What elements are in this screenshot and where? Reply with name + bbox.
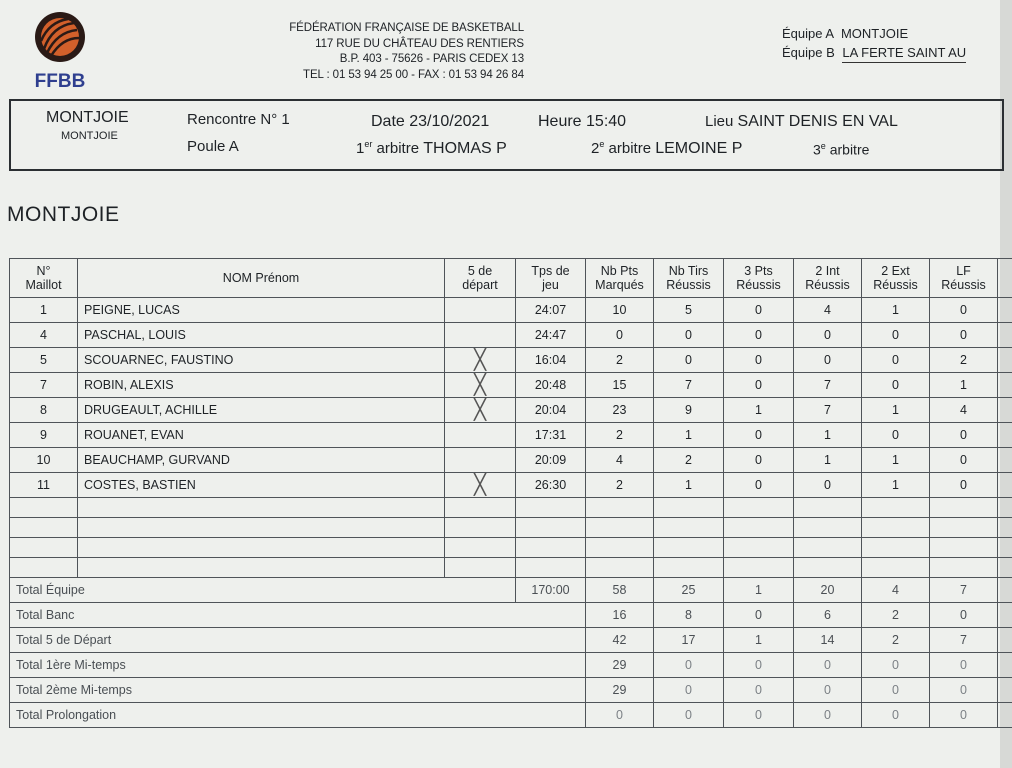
- total-row-team: [10, 578, 1012, 603]
- player-number: 7: [10, 373, 78, 398]
- total-two-ext: 0: [862, 703, 930, 728]
- free-throws: 4: [930, 398, 998, 423]
- shots: 2: [654, 448, 724, 473]
- federation-address: [256, 21, 524, 83]
- starter-mark: ╳: [445, 373, 516, 398]
- player-number: 11: [10, 473, 78, 498]
- total-row-second-half: [10, 678, 1012, 703]
- player-row: [10, 448, 1012, 473]
- total-time: 170:00: [516, 578, 586, 603]
- extra-cell: [998, 323, 1012, 348]
- starter-mark: [445, 448, 516, 473]
- location-value: SAINT DENIS EN VAL: [737, 113, 898, 130]
- points: 2: [586, 423, 654, 448]
- two-int: 4: [794, 298, 862, 323]
- col-depart: 5 de départ: [445, 259, 516, 298]
- player-number: 9: [10, 423, 78, 448]
- two-ext: 0: [862, 423, 930, 448]
- total-points: 42: [586, 628, 654, 653]
- free-throws: 0: [930, 448, 998, 473]
- points: 0: [586, 323, 654, 348]
- three-pts: 1: [724, 398, 794, 423]
- total-shots: 0: [654, 703, 724, 728]
- col-nom: NOM Prénom: [78, 259, 445, 298]
- team-a-label: Équipe A: [782, 26, 834, 41]
- total-label: Total 2ème Mi-temps: [10, 678, 586, 703]
- shots: 7: [654, 373, 724, 398]
- match-location: [705, 113, 898, 131]
- two-ext: 0: [862, 373, 930, 398]
- col-3pts: 3 Pts Réussis: [724, 259, 794, 298]
- play-time: 24:47: [516, 323, 586, 348]
- poule: Poule A: [187, 138, 239, 155]
- total-label: Total Banc: [10, 603, 586, 628]
- rencontre-number: Rencontre N° 1: [187, 111, 290, 128]
- total-two-int: 14: [794, 628, 862, 653]
- total-label: Total 5 de Départ: [10, 628, 586, 653]
- player-number: 10: [10, 448, 78, 473]
- free-throws: 1: [930, 373, 998, 398]
- total-label: Total Prolongation: [10, 703, 586, 728]
- free-throws: 2: [930, 348, 998, 373]
- total-points: 29: [586, 678, 654, 703]
- total-two-ext: 0: [862, 678, 930, 703]
- referee-2-name: LEMOINE P: [655, 140, 743, 157]
- extra-cell: [998, 603, 1012, 628]
- points: 23: [586, 398, 654, 423]
- three-pts: 0: [724, 323, 794, 348]
- two-int: 0: [794, 473, 862, 498]
- total-free-throws: 0: [930, 703, 998, 728]
- two-ext: 1: [862, 398, 930, 423]
- empty-row: [10, 558, 1012, 578]
- total-two-ext: 0: [862, 653, 930, 678]
- total-free-throws: 0: [930, 678, 998, 703]
- points: 2: [586, 348, 654, 373]
- free-throws: 0: [930, 423, 998, 448]
- two-ext: 0: [862, 348, 930, 373]
- starter-mark: [445, 323, 516, 348]
- total-free-throws: 7: [930, 578, 998, 603]
- total-three-pts: 1: [724, 578, 794, 603]
- player-name: ROBIN, ALEXIS: [78, 373, 445, 398]
- player-number: 8: [10, 398, 78, 423]
- points: 2: [586, 473, 654, 498]
- total-three-pts: 0: [724, 603, 794, 628]
- three-pts: 0: [724, 473, 794, 498]
- extra-cell: [998, 373, 1012, 398]
- col-maillot: N° Maillot: [10, 259, 78, 298]
- two-int: 1: [794, 448, 862, 473]
- federation-phone: TEL : 01 53 94 25 00 - FAX : 01 53 94 26 84: [303, 68, 524, 81]
- three-pts: 0: [724, 373, 794, 398]
- total-three-pts: 0: [724, 678, 794, 703]
- total-two-ext: 4: [862, 578, 930, 603]
- play-time: 16:04: [516, 348, 586, 373]
- play-time: 20:09: [516, 448, 586, 473]
- total-points: 16: [586, 603, 654, 628]
- total-row-prolongation: [10, 703, 1012, 728]
- total-free-throws: 0: [930, 603, 998, 628]
- player-name: PASCHAL, LOUIS: [78, 323, 445, 348]
- total-row-banc: [10, 603, 1012, 628]
- play-time: 17:31: [516, 423, 586, 448]
- starter-mark: ╳: [445, 398, 516, 423]
- col-tirs: Nb Tirs Réussis: [654, 259, 724, 298]
- col-tps: Tps de jeu: [516, 259, 586, 298]
- two-ext: 1: [862, 298, 930, 323]
- referee-1-sup: er: [364, 139, 373, 149]
- total-points: 58: [586, 578, 654, 603]
- extra-cell: [998, 678, 1012, 703]
- total-two-int: 6: [794, 603, 862, 628]
- referee-1-name: THOMAS P: [423, 140, 507, 157]
- extra-cell: [998, 578, 1012, 603]
- total-two-int: 0: [794, 678, 862, 703]
- player-stats-table: [9, 258, 1012, 728]
- col-pts: Nb Pts Marqués: [586, 259, 654, 298]
- extra-cell: [998, 298, 1012, 323]
- total-two-ext: 2: [862, 628, 930, 653]
- total-two-int: 20: [794, 578, 862, 603]
- player-name: PEIGNE, LUCAS: [78, 298, 445, 323]
- free-throws: 0: [930, 298, 998, 323]
- referee-2-sup: e: [599, 139, 605, 149]
- col-extra: [998, 259, 1012, 298]
- club-subname: MONTJOIE: [61, 130, 118, 142]
- location-label: Lieu: [705, 113, 734, 130]
- empty-row: [10, 538, 1012, 558]
- player-name: DRUGEAULT, ACHILLE: [78, 398, 445, 423]
- teams-header: [782, 24, 966, 63]
- starter-mark: [445, 423, 516, 448]
- total-label: Total Équipe: [10, 578, 516, 603]
- extra-cell: [998, 703, 1012, 728]
- federation-postal: B.P. 403 - 75626 - PARIS CEDEX 13: [339, 53, 524, 65]
- two-int: 0: [794, 348, 862, 373]
- referee-1: 1er arbitre THOMAS P: [356, 139, 507, 157]
- three-pts: 0: [724, 423, 794, 448]
- total-two-ext: 2: [862, 603, 930, 628]
- extra-cell: [998, 653, 1012, 678]
- match-info-box: [9, 99, 1004, 171]
- play-time: 24:07: [516, 298, 586, 323]
- team-b-label: Équipe B: [782, 45, 835, 60]
- two-int: 1: [794, 423, 862, 448]
- player-row: [10, 473, 1012, 498]
- total-row-first-half: [10, 653, 1012, 678]
- player-row: [10, 323, 1012, 348]
- total-points: 0: [586, 703, 654, 728]
- total-two-int: 0: [794, 703, 862, 728]
- total-row-depart: [10, 628, 1012, 653]
- shots: 9: [654, 398, 724, 423]
- total-two-int: 0: [794, 653, 862, 678]
- points: 4: [586, 448, 654, 473]
- player-name: COSTES, BASTIEN: [78, 473, 445, 498]
- three-pts: 0: [724, 298, 794, 323]
- player-name: SCOUARNEC, FAUSTINO: [78, 348, 445, 373]
- shots: 0: [654, 323, 724, 348]
- points: 10: [586, 298, 654, 323]
- player-row: [10, 348, 1012, 373]
- total-free-throws: 7: [930, 628, 998, 653]
- points: 15: [586, 373, 654, 398]
- team-a-line: [782, 24, 966, 43]
- federation-street: 117 RUE DU CHÂTEAU DES RENTIERS: [315, 37, 524, 50]
- col-2int: 2 Int Réussis: [794, 259, 862, 298]
- match-date: Date 23/10/2021: [371, 113, 490, 130]
- club-name: MONTJOIE: [46, 109, 129, 126]
- team-a-value: MONTJOIE: [840, 26, 909, 41]
- table-header-row: [10, 259, 1012, 298]
- extra-cell: [998, 398, 1012, 423]
- free-throws: 0: [930, 473, 998, 498]
- total-three-pts: 0: [724, 703, 794, 728]
- player-number: 5: [10, 348, 78, 373]
- player-row: [10, 398, 1012, 423]
- team-title: MONTJOIE: [7, 203, 120, 226]
- col-2ext: 2 Ext Réussis: [862, 259, 930, 298]
- extra-cell: [998, 348, 1012, 373]
- svg-text:FFBB: FFBB: [34, 71, 86, 92]
- col-lf: LF Réussis: [930, 259, 998, 298]
- starter-mark: ╳: [445, 348, 516, 373]
- two-ext: 1: [862, 448, 930, 473]
- shots: 1: [654, 423, 724, 448]
- two-int: 7: [794, 373, 862, 398]
- total-shots: 8: [654, 603, 724, 628]
- referee-2-label: arbitre: [608, 140, 652, 157]
- player-number: 4: [10, 323, 78, 348]
- extra-cell: [998, 423, 1012, 448]
- starter-mark: ╳: [445, 473, 516, 498]
- starter-mark: [445, 298, 516, 323]
- extra-cell: [998, 448, 1012, 473]
- referee-2: 2e arbitre LEMOINE P: [591, 139, 743, 157]
- three-pts: 0: [724, 448, 794, 473]
- play-time: 20:04: [516, 398, 586, 423]
- total-shots: 25: [654, 578, 724, 603]
- shots: 5: [654, 298, 724, 323]
- two-int: 7: [794, 398, 862, 423]
- total-three-pts: 0: [724, 653, 794, 678]
- referee-1-label: arbitre: [376, 140, 420, 157]
- player-row: [10, 373, 1012, 398]
- total-shots: 17: [654, 628, 724, 653]
- total-label: Total 1ère Mi-temps: [10, 653, 586, 678]
- play-time: 20:48: [516, 373, 586, 398]
- player-number: 1: [10, 298, 78, 323]
- match-time: Heure 15:40: [538, 113, 627, 130]
- free-throws: 0: [930, 323, 998, 348]
- total-points: 29: [586, 653, 654, 678]
- play-time: 26:30: [516, 473, 586, 498]
- three-pts: 0: [724, 348, 794, 373]
- total-three-pts: 1: [724, 628, 794, 653]
- total-shots: 0: [654, 653, 724, 678]
- shots: 0: [654, 348, 724, 373]
- player-name: BEAUCHAMP, GURVAND: [78, 448, 445, 473]
- two-int: 0: [794, 323, 862, 348]
- player-row: [10, 423, 1012, 448]
- two-ext: 1: [862, 473, 930, 498]
- two-ext: 0: [862, 323, 930, 348]
- empty-row: [10, 498, 1012, 518]
- referee-3: 3e arbitre: [813, 141, 870, 158]
- extra-cell: [998, 628, 1012, 653]
- empty-row: [10, 518, 1012, 538]
- extra-cell: [998, 473, 1012, 498]
- player-name: ROUANET, EVAN: [78, 423, 445, 448]
- referee-3-sup: e: [820, 141, 826, 151]
- team-b-line: [782, 43, 966, 63]
- referee-3-label: arbitre: [829, 141, 870, 158]
- player-row: [10, 298, 1012, 323]
- federation-name: FÉDÉRATION FRANÇAISE DE BASKETBALL: [289, 22, 524, 34]
- total-free-throws: 0: [930, 653, 998, 678]
- shots: 1: [654, 473, 724, 498]
- total-shots: 0: [654, 678, 724, 703]
- team-b-value: LA FERTE SAINT AU: [842, 43, 966, 63]
- ffbb-logo: [30, 8, 90, 92]
